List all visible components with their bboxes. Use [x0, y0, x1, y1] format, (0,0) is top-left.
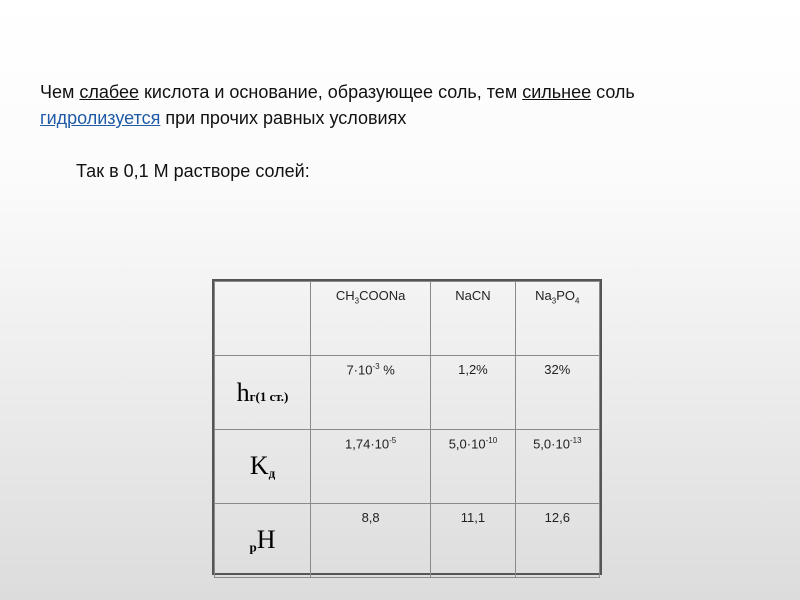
row-header-symbol: H	[256, 525, 276, 555]
salts-table	[212, 279, 602, 575]
table-cell: $7\cdot 10^{-3}$ %	[311, 356, 431, 430]
table-cell: 1,2%	[431, 356, 515, 430]
row-header-symbol: h	[236, 377, 250, 407]
table-cell: $1,74\cdot 10^{-5}$	[311, 430, 431, 504]
row-header-hydrolysis-degree	[215, 356, 311, 430]
col-header-text: Na	[535, 288, 552, 303]
col-header-sub: 3	[354, 296, 360, 306]
column-header	[311, 282, 431, 356]
para-text-3: соль	[591, 82, 635, 102]
intro-paragraph	[40, 79, 760, 131]
word-weaker: слабее	[79, 82, 140, 102]
table-cell: $5,0\cdot 10^{-13}$	[515, 430, 599, 504]
row-header-sub: г(1 ст.)	[249, 388, 289, 404]
corner-cell	[215, 282, 311, 356]
row-header-prefix: р	[249, 539, 257, 555]
salts-grid	[214, 281, 600, 578]
row-header-ph	[215, 504, 311, 578]
col-header-text: COONa	[359, 288, 406, 303]
table-row	[215, 430, 600, 504]
table-row	[215, 356, 600, 430]
para-text-2: кислота и основание, образующее соль, тем	[139, 82, 523, 102]
col-header-text: PO	[556, 288, 576, 303]
column-header	[515, 282, 599, 356]
row-header-sub: д	[268, 465, 276, 481]
para-text-1: Чем	[40, 82, 80, 102]
table-row	[215, 504, 600, 578]
table-cell: $5,0\cdot 10^{-10}$	[431, 430, 515, 504]
para-text-4: при прочих равных условиях	[160, 108, 407, 128]
header-row	[215, 282, 600, 356]
row-header-dissociation-constant	[215, 430, 311, 504]
col-header-sub: 3	[551, 296, 557, 306]
table-cell: 32%	[515, 356, 599, 430]
word-stronger: сильнее	[522, 82, 592, 102]
subheading: Так в 0,1 М растворе солей:	[76, 161, 310, 181]
link-hydrolyzes[interactable]: гидролизуется	[40, 108, 161, 128]
table-cell: 12,6	[515, 504, 599, 578]
col-header-sub: 4	[575, 296, 580, 306]
col-header-text: NaCN	[455, 288, 491, 303]
row-header-symbol: K	[249, 451, 269, 481]
column-header	[431, 282, 515, 356]
table-cell: 8,8	[311, 504, 431, 578]
col-header-text: CH	[335, 288, 355, 303]
table-cell: 11,1	[431, 504, 515, 578]
